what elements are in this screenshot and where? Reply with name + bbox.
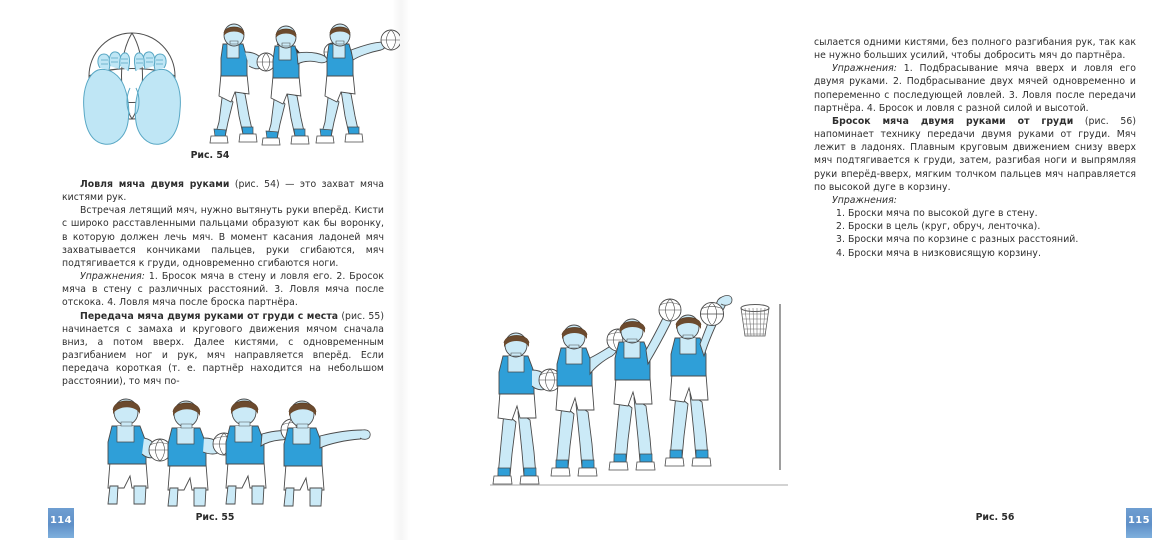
exercises-label-3: Упражнения: — [832, 194, 897, 206]
heading-two-hand-shot: Бросок мяча двумя руками от груди — [832, 115, 1074, 127]
list-item-text: Броски мяча по корзине с разных расстояний. — [848, 234, 1079, 246]
heading-catching-rest: (рис. 54) — это захват мяча кистями рук. — [62, 179, 384, 204]
list-item-number: 1. — [836, 208, 845, 220]
shot-exercise-list — [814, 207, 1136, 260]
flying-ball-icon — [700, 302, 723, 325]
heading-two-hand-shot-rest: (рис. 56) напоминает технику передачи двумя руками от груди. Мяч лежит в ладонях. Плавным круговым движением снизу вверх мяч подтягивается к груди, затем, разгибая ноги и выпрямляя руки вперёд-вверх, мягким толчком пальцев мяч направляется по высокой дуге в корзину. — [814, 115, 1136, 193]
exercises-text-2: 1. Подбрасывание мяча вверх и ловля его двумя руками. 2. Подбрасывание двух мячей одновременно и попеременно с последующей ловлей. 3. Ловля после передачи партнёра. 4. Бросок и ловля с разной силой и высотой. — [814, 63, 1136, 114]
figure-55-illustration — [100, 396, 340, 508]
paragraph-pass-exercises — [814, 62, 1136, 115]
figure-56-illustration — [490, 318, 790, 506]
list-item-number: 3. — [836, 234, 845, 246]
heading-chest-pass-rest: (рис. 55) начинается с замаха и кругового движения мячом сначала вниз, а потом вверх. Далее кистями, с одновременным разгибанием ног и рук, мяч направляется вперёд. Если передача короткая (т. е. партнёр находится на небольшом расстоянии), то мяч по- — [62, 310, 384, 388]
list-item — [836, 233, 1136, 246]
list-item-number: 2. — [836, 221, 845, 233]
right-page — [400, 0, 1151, 540]
paragraph-shot-heading — [814, 115, 1136, 194]
exercises-label-2: Упражнения: — [832, 63, 897, 75]
list-item — [836, 207, 1136, 220]
paragraph-shot-exercises-label — [814, 194, 1136, 207]
figure-54-players-illustration — [205, 20, 385, 146]
figure-54-caption: Рис. 54 — [190, 150, 230, 161]
list-item-text: Броски мяча по высокой дуге в стену. — [848, 208, 1038, 220]
list-item — [836, 247, 1136, 260]
heading-catching-ball: Ловля мяча двумя руками — [80, 179, 230, 190]
list-item-number: 4. — [836, 247, 845, 259]
list-item-text: Броски мяча в низковисящую корзину. — [848, 247, 1041, 259]
paragraph-catching-technique: Встречая летящий мяч, нужно вытянуть руки вперёд. Кисти с широко расставленными пальцами образуют как бы воронку, в которую должен лечь мяч. В момент касания ладоней мяч захватывается кончиками пальцев, руки сгибаются, мяч подтягивается к груди, одновременно сгибаются ноги. — [62, 205, 384, 269]
right-column-text — [814, 36, 1136, 260]
figure-56-caption: Рис. 56 — [975, 512, 1015, 523]
page-number-right: 115 — [1126, 508, 1152, 538]
page-number-left: 114 — [48, 508, 74, 538]
figure-55-caption: Рис. 55 — [195, 512, 235, 523]
exercises-text-1: 1. Бросок мяча в стену и ловля его. 2. Бросок мяча в стену с различных расстояний. 3. Ловля мяча после отскока. 4. Ловля мяча после броска партнёра. — [62, 271, 384, 309]
exercises-label-1: Упражнения: — [80, 271, 145, 283]
paragraph-catching-exercises — [62, 270, 384, 309]
basket-hoop-icon — [741, 304, 780, 470]
heading-chest-pass: Передача мяча двумя руками от груди с места — [80, 310, 339, 322]
list-item-text: Броски в цель (круг, обруч, ленточка). — [848, 221, 1041, 233]
list-item — [836, 220, 1136, 233]
paragraph-catching-heading — [62, 178, 384, 204]
left-column-text — [62, 178, 384, 389]
figure-54-hands-illustration — [58, 18, 208, 146]
paragraph-chest-pass — [62, 310, 384, 389]
paragraph-pass-continuation: сылается одними кистями, без полного разгибания рук, так как не нужно больших усилий, чтобы добросить мяч до партнёра. — [814, 37, 1136, 62]
left-page — [0, 0, 400, 540]
